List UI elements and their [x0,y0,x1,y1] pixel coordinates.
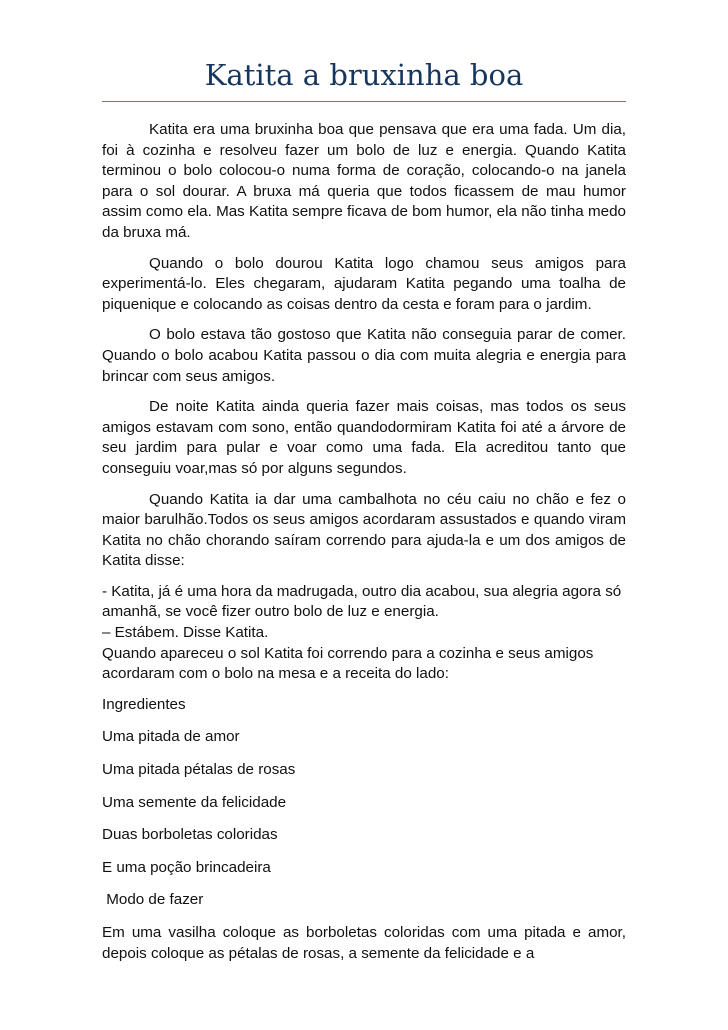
dialogue-line-3: – Estábem. Disse Katita. [102,624,269,642]
paragraph-3: O bolo estava tão gostoso que Katita não conseguia parar de comer. Quando o bolo acabou Katita passou o dia com muita alegria e energia para brincar com seus amigos. [102,326,626,385]
document-body [102,120,626,979]
method-heading: Modo de fazer [102,891,204,909]
dialogue-line-4: Quando apareceu o sol Katita foi correndo para a cozinha e seus amigos [102,644,594,662]
recipe-list [102,695,626,911]
dialogue-line-1: - Katita, já é uma hora da madrugada, outro dia acabou, sua alegria agora só [102,582,622,600]
title-underline [102,101,626,102]
method-text: Em uma vasilha coloque as borboletas coloridas com uma pitada e amor, depois coloque as pétalas de rosas, a semente da felicidade e a [102,924,626,962]
ingredient-3: Uma semente da felicidade [102,793,287,811]
paragraph-2: Quando o bolo dourou Katita logo chamou seus amigos para experimentá-lo. Eles chegaram, ajudaram Katita pegando uma toalha de piquenique e colocando as coisas dentro da cesta e foram para o jardim. [102,254,626,313]
dialogue-line-2: amanhã, se você fizer outro bolo de luz e energia. [102,603,439,621]
paragraph-4: De noite Katita ainda queria fazer mais coisas, mas todos os seus amigos estavam com sono, então quandodormiram Katita foi até a árvore de seu jardim para pular e voar como uma fada. Ela acreditou tanto que conseguiu voar,mas só por alguns segundos. [102,398,626,477]
ingredient-5: E uma poção brincadeira [102,858,271,876]
ingredient-2: Uma pitada pétalas de rosas [102,761,296,779]
paragraph-5: Quando Katita ia dar uma cambalhota no céu caiu no chão e fez o maior barulhão.Todos os seus amigos acordaram assustados e quando viram Katita no chão chorando saíram correndo para ajuda-la e um dos amigos de Katita disse: [102,490,626,570]
ingredient-1: Uma pitada de amor [102,728,240,746]
ingredient-4: Duas borboletas coloridas [102,826,278,844]
document-title: Katita a bruxinha boa [204,58,524,92]
dialogue-line-5: acordaram com o bolo na mesa e a receita do lado: [102,665,449,683]
dialogue-block [102,582,626,685]
ingredients-heading: Ingredientes [102,695,186,713]
paragraph-1: Katita era uma bruxinha boa que pensava que era uma fada. Um dia, foi à cozinha e resolveu fazer um bolo de luz e energia. Quando Katita terminou o bolo colocou-o numa forma de coração, colocando-o na janela para o sol dourar. A bruxa má queria que todos ficassem de mau humor assim como ela. Mas Katita sempre ficava de bom humor, ela não tinha medo da bruxa má. [102,121,626,241]
